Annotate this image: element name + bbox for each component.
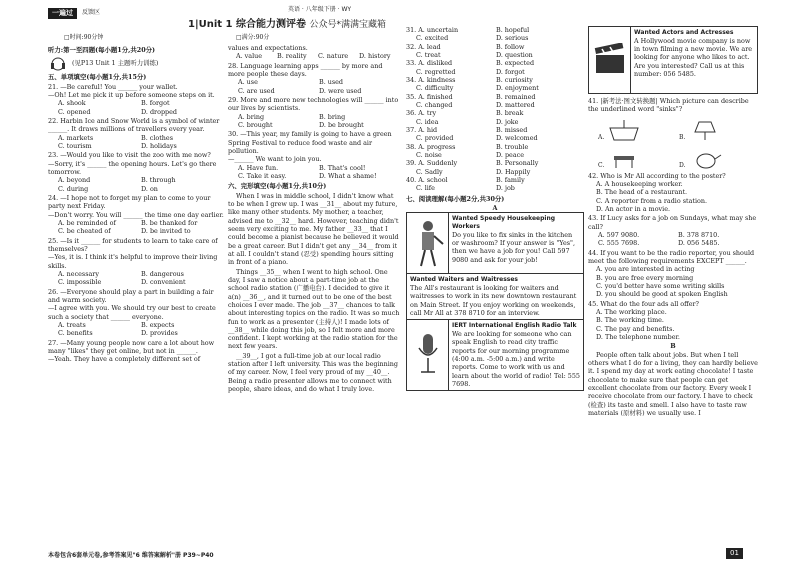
cloze-option: 38. A. progress (406, 142, 456, 151)
cloze-option: C. Sadly (416, 167, 443, 176)
cloze-option-row (406, 176, 584, 184)
cloze-option-row (406, 159, 584, 167)
watermark: 公众号*满满宝藏箱 (309, 20, 386, 30)
section-6-heading: 六、完形填空(每小题1分,共10分) (228, 182, 327, 191)
clapperboard-icon (593, 43, 627, 77)
question-44: 44. If you want to be the radio reporter, you should meet the following requirements EXCEPT ______. A. you are interested in acting B. you are free every morning C. you'd better have some writing skills D. you should be good at spoken English (588, 248, 755, 299)
cloze-option: C. noise (416, 150, 442, 159)
cloze-option-row (406, 184, 584, 192)
brand-sub: 反馈区 (82, 9, 101, 16)
question-27: 27. —Many young people now care a lot about how many "likes" they get online, but not in ______. —Yeah. They have a completely different set of (48, 338, 215, 364)
page-number: 01 (726, 548, 743, 559)
cloze-option-row (406, 34, 584, 42)
cloze-option: B. Personally (496, 159, 539, 168)
ad4-body: A Hollywood movie company is now in town filming a new movie. We are looking for anyone who likes to act. Are you interested? Call us at this number: 056 5485. (634, 36, 753, 79)
passage-b: People often talk about jobs. But when I tell others what I do for a living, they can hardly believe it. I spend my day at work eating chocolate! I taste chocolate to make sure that people can get excellent chocolate from our factory. Every week I receive chocolate from our factory. I have to check (检查) its taste and smell. I also have to taste raw materials (原材料) we usually use. I (588, 350, 758, 417)
ad2-title: Wanted Waiters and Waitresses (410, 276, 519, 284)
cloze-option: C. idea (416, 117, 439, 126)
score-label: □满分:90分 (236, 34, 270, 41)
kettle-icon (686, 146, 726, 170)
question-41-options (588, 116, 758, 170)
footer-note: 本卷包含6套单元卷,参考答案见"6 维答案解析"册 P39~P40 (48, 552, 214, 559)
section-7-heading: 七、阅读理解(每小题2分,共30分) (406, 194, 505, 203)
cloze-option: D. question (496, 50, 533, 59)
brand-logo: 一遍过 (48, 8, 77, 19)
cloze-paragraph-3: __39__, I got a full-time job at our local radio station after I left university. This was the beginning of my career. Now, I feel very proud of my __40__. Being a radio presenter allows me to connect with people, share ideas, and do what I truly love. (228, 351, 398, 394)
cloze-option: D. enjoyment (496, 84, 539, 93)
sink-icon (604, 118, 644, 142)
question-24: 24. —I hope not to forget my plan to come to your party next Friday. —Don't worry. You will ______ the time one day earlier. A. be reminded of B. be thanked for C. be cheated of D. be invited to (48, 193, 224, 236)
cloze-option-row (406, 109, 584, 117)
cloze-options (406, 26, 584, 193)
cloze-option-row (406, 51, 584, 59)
cloze-option: B. missed (496, 125, 528, 134)
section-5-heading: 五、单项填空(每小题1分,共15分) (48, 73, 147, 82)
question-25: 25. —Is it ______ for students to learn to take care of themselves? —Yes, it is. I think it's helpful to improve their living skills. A. necessary B. dangerous C. impossible D. convenient (48, 236, 218, 287)
cloze-option: C. regretted (416, 67, 456, 76)
cloze-option: 32. A. lead (406, 42, 441, 51)
question-23: 23. —Would you like to visit the zoo with me now? —Sorry, it's ______ the opening hours. Let's go there tomorrow. A. beyond B. through C. during D. on (48, 151, 217, 193)
cloze-option: B. curiosity (496, 75, 533, 84)
cloze-option-row (406, 93, 584, 101)
question-45: 45. What do the four ads all offer? A. The working place. B. The working time. C. The pay and benefits. D. The telephone number. (588, 299, 699, 341)
page-title: 1|Unit 1 综合能力测评卷 公众号*满满宝藏箱 (188, 19, 386, 30)
listening-note: (见P13 Unit 1 主题听力训练) (48, 55, 224, 71)
cloze-option-row (406, 43, 584, 51)
cloze-option: D. joke (496, 117, 519, 126)
cloze-option-row (406, 168, 584, 176)
cloze-option: D. job (496, 184, 515, 193)
lamp-icon (685, 118, 725, 142)
cloze-option-row (406, 84, 584, 92)
cloze-option-row (406, 143, 584, 151)
option-c-picture[interactable]: C. (598, 144, 677, 170)
cloze-option: C. difficulty (416, 84, 454, 93)
question-22: 22. Harbin Ice and Snow World is a symbol of winter ______. It draws millions of travellers every year. A. markets B. clothes C. tourism D. holidays (48, 116, 220, 150)
question-26: 26. —Everyone should play a part in building a fair and warm society. —I agree with you. We should try our best to create such a society that ______ everyone. A. treats B. expects C. benefits D. provides (48, 287, 216, 338)
ad3-body: We are looking for someone who can speak English to read city traffic reports for our morning programme (4:00 a.m. -5:00 a.m.) and write reports. Come to work with us and learn about the world of radio! Tel: 555 7698. (452, 330, 581, 389)
cloze-option: 35. A. finished (406, 92, 453, 101)
ad1-title: Wanted Speedy Housekeeping Workers (452, 215, 556, 231)
question-30: 30. —This year, my family is going to have a green Spring Festival to reduce food waste and air pollution. —______ We want to join you. A. Have fun. B. That's cool! C. Take it easy. D. What a shame! (228, 130, 392, 180)
cloze-option: B. hopeful (496, 26, 530, 34)
ad3-title: IERT International English Radio Talk (452, 322, 577, 330)
cloze-paragraph-2: Things __35__ when I went to high school. One day, I saw a notice about a part-time job at the school radio station (广播电台). I decided to give it a(n) __36__, and it turned out to be one of the best choices I ever made. The job __37__ chances to talk about interesting topics on the radio. It was so much fun to work as a presenter (主持人)! I made lots of __38__ while doing this job, so I felt more and more confident. I kept working at the radio station for the next few years. (228, 267, 400, 351)
part-a-label: A (492, 203, 498, 212)
column-4 (588, 26, 758, 417)
cloze-paragraph-1: When I was in middle school, I didn't know what to be when I grew up. I was __31__ about my future, like many other students. My mother, a teacher, advised me to __32__ hard. However, teaching didn't seem very exciting to me. My father __33__ that I could become a pianist because he believed it would be a great career. But I didn't get any __34__ from it at all. I couldn't stand (忍受) spending hours sitting in front of a piano. (228, 191, 399, 267)
page-header (48, 4, 398, 30)
headphone-icon (48, 55, 68, 71)
clapper-picture (589, 27, 631, 93)
cloze-option: C. changed (416, 100, 453, 109)
ad4-title: Wanted Actors and Actresses (634, 29, 734, 36)
cloze-option-row (406, 68, 584, 76)
column-2 (228, 44, 400, 393)
cloze-option: 39. A. Suddenly (406, 159, 458, 168)
cloze-option: C. life (416, 184, 435, 193)
cloze-option: 40. A. school (406, 175, 448, 184)
cloze-option: B. remained (496, 92, 536, 101)
ad-housekeeping (406, 212, 584, 274)
question-42: 42. Who is Mr All according to the poster? A. A housekeeping worker. B. The head of a restaurant. C. A reporter from a radio station. D. An actor in a movie. (588, 171, 726, 213)
cloze-option-row (406, 118, 584, 126)
ad1-body: Do you like to fix sinks in the kitchen or washroom? If your answer is "Yes", then we have a job for you! Call 597 9080 and ask for your job! (452, 230, 575, 264)
question-29: 29. More and more new technologies will ______ into our lives by scientists. A. bring B. bring C. brought D. be brought (228, 95, 399, 129)
cloze-option-row (406, 101, 584, 109)
cloze-option-row (406, 26, 584, 34)
cloze-option: B. expected (496, 59, 535, 68)
cloze-option: D. forgot (496, 67, 525, 76)
cloze-option: 31. A. uncertain (406, 26, 459, 34)
cloze-option: C. provided (416, 134, 454, 143)
ad-waiters (406, 274, 584, 320)
series-label: 英语 · 八年级下册 · WY (288, 6, 352, 13)
cloze-option: D. welcomed (496, 134, 538, 143)
radio-picture (407, 320, 449, 390)
part-b-label: B (670, 342, 676, 351)
cloze-option: 37. A. hid (406, 125, 438, 134)
ad-actors (588, 26, 758, 94)
cloze-option: B. break (496, 109, 524, 118)
cloze-option: B. trouble (496, 142, 529, 151)
cloze-option: D. serious (496, 34, 529, 43)
cloze-option-row (406, 126, 584, 134)
cloze-option: 36. A. try (406, 109, 437, 118)
cloze-option: C. treat (416, 50, 441, 59)
cloze-option-row (406, 134, 584, 142)
cloze-option: 34. A. kindness (406, 75, 456, 84)
column-3 (406, 26, 584, 391)
column-1 (48, 44, 224, 364)
question-43: 43. If Lucy asks for a job on Sundays, what may she call? A. 597 9080. B. 378 8710. C. 555 7698. D. 056 5485. (588, 214, 757, 248)
option-d-picture[interactable]: D. (679, 144, 758, 170)
option-b-picture[interactable]: B. (679, 116, 758, 142)
cloze-option-row (406, 76, 584, 84)
cloze-option: D. mattered (496, 100, 535, 109)
ad2-body: The All's restaurant is looking for waiters and waitresses to work in its new downtown restaurant on Main Street. If you enjoy working on weekends, call Mr All at 378 8710 for an interview. (410, 284, 577, 317)
ad-radio (406, 320, 584, 391)
time-label: □时间:90分钟 (64, 34, 104, 41)
option-a-picture[interactable]: A. (598, 116, 677, 142)
listening-heading: 听力:第一至四题(每小题1分,共20分) (48, 46, 156, 54)
cloze-option: B. family (496, 175, 525, 184)
worker-picture (407, 213, 449, 273)
question-28: 28. Language learning apps ______ by more and more people these days. A. use B. used C. are used D. were used (228, 61, 383, 95)
worker-icon (411, 218, 445, 268)
cloze-option-row (406, 59, 584, 67)
question-27-cont: values and expectations. A. value B. reality C. nature D. history (228, 44, 391, 61)
question-21: 21. —Be careful! You ______ your wallet. —Oh! Let me pick it up before someone steps on it. A. shook B. forgot C. opened D. dropped (48, 82, 215, 116)
cloze-option: D. peace (496, 150, 525, 159)
cloze-option-row (406, 151, 584, 159)
chair-icon (604, 146, 644, 170)
cloze-option: B. follow (496, 42, 525, 51)
question-41: 41. |新考法·图文转换题| Which picture can describe the underlined word "sinks"? (588, 97, 749, 114)
cloze-option: 33. A. disliked (406, 59, 453, 68)
cloze-option: C. excited (416, 34, 449, 43)
microphone-icon (411, 330, 445, 380)
cloze-option: D. Happily (496, 167, 531, 176)
